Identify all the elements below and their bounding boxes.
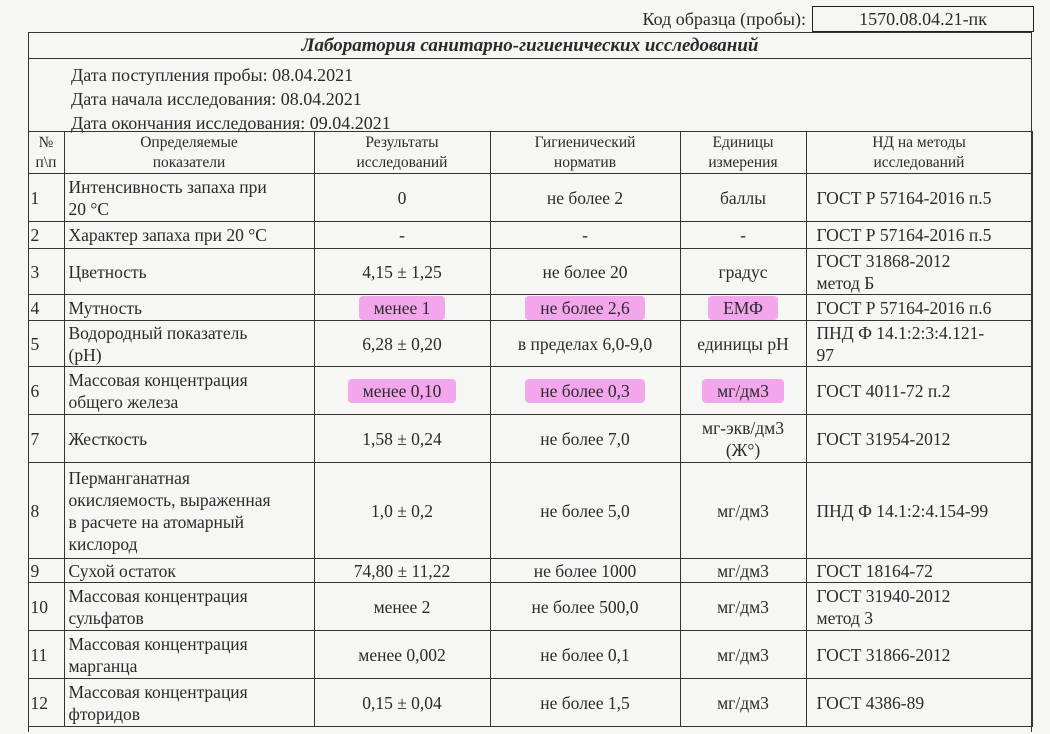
date-received: Дата поступления пробы: 08.04.2021 <box>71 65 354 85</box>
row-number: 7 <box>28 415 64 463</box>
row-unit: мг-экв/дм3 (Ж°) <box>680 415 806 463</box>
row-unit: мг/дм3 <box>680 631 806 679</box>
row-result: 6,28 ± 0,20 <box>314 321 490 367</box>
row-unit: единицы pH <box>680 321 806 367</box>
col-header-result: Результаты исследований <box>314 132 490 174</box>
row-parameter: Интенсивность запаха при 20 °C <box>64 174 314 222</box>
row-parameter: Перманганатная окисляемость, выраженная в расчете на атомарный кислород <box>64 463 314 559</box>
row-number: 1 <box>28 174 64 222</box>
row-unit: - <box>680 222 806 249</box>
row-result: 0,15 ± 0,04 <box>314 679 490 727</box>
row-norm: не более 2 <box>490 174 680 222</box>
row-method: ГОСТ Р 57164-2016 п.5 <box>806 174 1032 222</box>
row-result: 0 <box>314 174 490 222</box>
row-method: ГОСТ 31940-2012 метод 3 <box>806 583 1032 631</box>
row-parameter: Массовая концентрация сульфатов <box>64 583 314 631</box>
row-norm <box>490 367 680 415</box>
row-result: менее 2 <box>314 583 490 631</box>
results-table <box>28 131 1033 727</box>
row-number: 11 <box>28 631 64 679</box>
row-result: 4,15 ± 1,25 <box>314 249 490 295</box>
highlight-marker: менее 1 <box>360 297 445 319</box>
table-header-row <box>28 132 1032 174</box>
col-header-parameter: Определяемые показатели <box>64 132 314 174</box>
row-number: 9 <box>28 559 64 583</box>
row-method: ПНД Ф 14.1:2:4.154-99 <box>806 463 1032 559</box>
row-number: 8 <box>28 463 64 559</box>
sample-code-value: 1570.08.04.21-пк <box>812 6 1034 32</box>
row-unit: мг/дм3 <box>680 559 806 583</box>
row-result: 74,80 ± 11,22 <box>314 559 490 583</box>
row-parameter: Характер запаха при 20 °C <box>64 222 314 249</box>
row-method: ГОСТ 31866-2012 <box>806 631 1032 679</box>
highlight-marker: не более 0,3 <box>526 380 643 402</box>
row-result: 1,0 ± 0,2 <box>314 463 490 559</box>
date-start: Дата начала исследования: 08.04.2021 <box>71 89 362 109</box>
row-method: ГОСТ 4386-89 <box>806 679 1032 727</box>
row-norm: не более 500,0 <box>490 583 680 631</box>
row-number: 6 <box>28 367 64 415</box>
row-unit: мг/дм3 <box>680 583 806 631</box>
row-norm: в пределах 6,0-9,0 <box>490 321 680 367</box>
row-unit <box>680 295 806 321</box>
row-unit: мг/дм3 <box>680 679 806 727</box>
sample-code-row <box>0 6 1034 32</box>
highlight-marker: ЕМФ <box>709 297 777 319</box>
col-header-method: НД на методы исследований <box>806 132 1032 174</box>
table-row <box>28 295 1032 321</box>
row-parameter: Водородный показатель (pH) <box>64 321 314 367</box>
row-norm: - <box>490 222 680 249</box>
row-norm: не более 7,0 <box>490 415 680 463</box>
col-header-number: № п\п <box>28 132 64 174</box>
row-method: ГОСТ Р 57164-2016 п.6 <box>806 295 1032 321</box>
row-method: ГОСТ 4011-72 п.2 <box>806 367 1032 415</box>
sample-code-label: Код образца (пробы): <box>642 8 806 29</box>
row-result <box>314 295 490 321</box>
table-row <box>28 463 1032 559</box>
table-row <box>28 415 1032 463</box>
row-norm: не более 20 <box>490 249 680 295</box>
date-end: Дата окончания исследования: 09.04.2021 <box>71 113 391 133</box>
row-parameter: Массовая концентрация общего железа <box>64 367 314 415</box>
row-parameter: Массовая концентрация марганца <box>64 631 314 679</box>
lab-title: Лаборатория санитарно-гигиенических исследований <box>29 33 1031 59</box>
row-result: - <box>314 222 490 249</box>
table-row <box>28 222 1032 249</box>
row-unit: баллы <box>680 174 806 222</box>
row-number: 5 <box>28 321 64 367</box>
row-parameter: Мутность <box>64 295 314 321</box>
highlight-marker: мг/дм3 <box>703 380 783 402</box>
highlight-marker: менее 0,10 <box>349 380 456 402</box>
row-number: 3 <box>28 249 64 295</box>
row-norm: не более 1,5 <box>490 679 680 727</box>
row-unit: мг/дм3 <box>680 463 806 559</box>
row-method: ГОСТ Р 57164-2016 п.5 <box>806 222 1032 249</box>
table-row <box>28 631 1032 679</box>
row-number: 4 <box>28 295 64 321</box>
row-unit <box>680 367 806 415</box>
report-frame <box>28 32 1032 732</box>
row-parameter: Цветность <box>64 249 314 295</box>
row-method: ПНД Ф 14.1:2:3:4.121- 97 <box>806 321 1032 367</box>
row-result <box>314 367 490 415</box>
row-number: 12 <box>28 679 64 727</box>
table-row <box>28 583 1032 631</box>
table-row <box>28 174 1032 222</box>
col-header-norm: Гигиенический норматив <box>490 132 680 174</box>
row-method: ГОСТ 18164-72 <box>806 559 1032 583</box>
dates-block <box>29 59 1031 133</box>
table-row <box>28 367 1032 415</box>
row-result: менее 0,002 <box>314 631 490 679</box>
row-norm <box>490 295 680 321</box>
row-number: 10 <box>28 583 64 631</box>
table-row <box>28 679 1032 727</box>
row-norm: не более 5,0 <box>490 463 680 559</box>
table-row <box>28 249 1032 295</box>
row-norm: не более 0,1 <box>490 631 680 679</box>
highlight-marker: не более 2,6 <box>526 297 643 319</box>
col-header-unit: Единицы измерения <box>680 132 806 174</box>
table-row <box>28 321 1032 367</box>
row-parameter: Жесткость <box>64 415 314 463</box>
row-norm: не более 1000 <box>490 559 680 583</box>
row-method: ГОСТ 31954-2012 <box>806 415 1032 463</box>
row-unit: градус <box>680 249 806 295</box>
row-parameter: Сухой остаток <box>64 559 314 583</box>
table-row <box>28 559 1032 583</box>
row-number: 2 <box>28 222 64 249</box>
row-method: ГОСТ 31868-2012 метод Б <box>806 249 1032 295</box>
row-result: 1,58 ± 0,24 <box>314 415 490 463</box>
row-parameter: Массовая концентрация фторидов <box>64 679 314 727</box>
